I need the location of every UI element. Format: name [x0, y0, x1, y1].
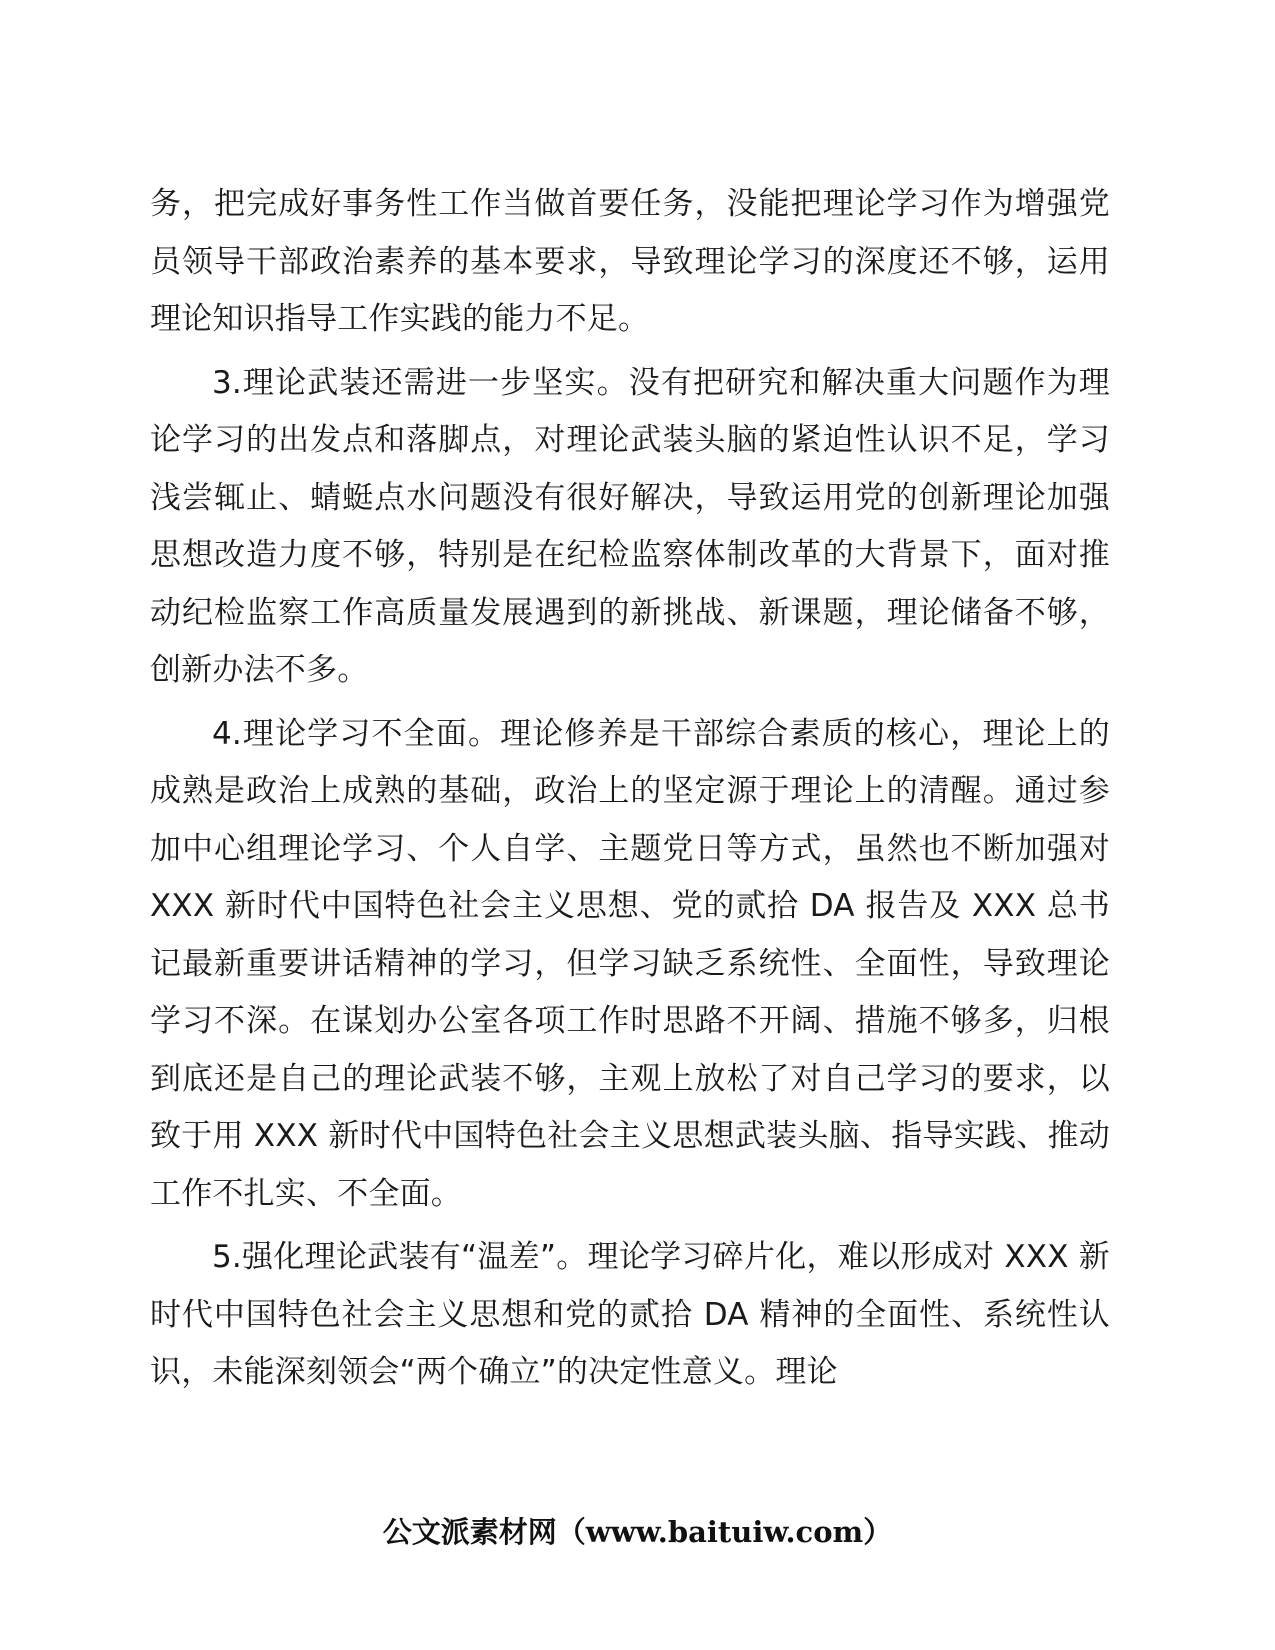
paragraph-item-3: 3.理论武装还需进一步坚实。没有把研究和解决重大问题作为理论学习的出发点和落脚点，对理论武装头脑的紧迫性认识不足，学习浅尝辄止、蜻蜓点水问题没有很好解决，导致运用党的创新理论加强思想改造力度不够，特别是在纪检监察体制改革的大背景下，面对推动纪检监察工作高质量发展遇到的新挑战、新课题，理论储备不够，创新办法不多。: [150, 364, 1110, 688]
document-body: [150, 176, 1110, 1408]
paragraph-continuation: 务，把完成好事务性工作当做首要任务，没能把理论学习作为增强党员领导干部政治素养的基本要求，导致理论学习的深度还不够，运用理论知识指导工作实践的能力不足。: [150, 186, 1110, 337]
paragraph-item-5: 5.强化理论武装有“温差”。理论学习碎片化，难以形成对 XXX 新时代中国特色社会主义思想和党的贰拾 DA 精神的全面性、系统性认识，未能深刻领会“两个确立”的决定性意义。理论: [150, 1239, 1110, 1390]
paragraph-item-4: 4.理论学习不全面。理论修养是干部综合素质的核心，理论上的成熟是政治上成熟的基础，政治上的坚定源于理论上的清醒。通过参加中心组理论学习、个人自学、主题党日等方式，虽然也不断加强对 XXX 新时代中国特色社会主义思想、党的贰拾 DA 报告及 XXX 总书记最新重要讲话精神的学习，但学习缺乏系统性、全面性，导致理论学习不深。在谋划办公室各项工作时思路不开阔、措施不够多，归根到底还是自己的理论武装不够，主观上放松了对自己学习的要求，以致于用 XXX 新时代中国特色社会主义思想武装头脑、指导实践、推动工作不扎实、不全面。: [150, 715, 1110, 1212]
page-footer-watermark: 公文派素材网（www.baituiw.com）: [382, 1515, 893, 1549]
